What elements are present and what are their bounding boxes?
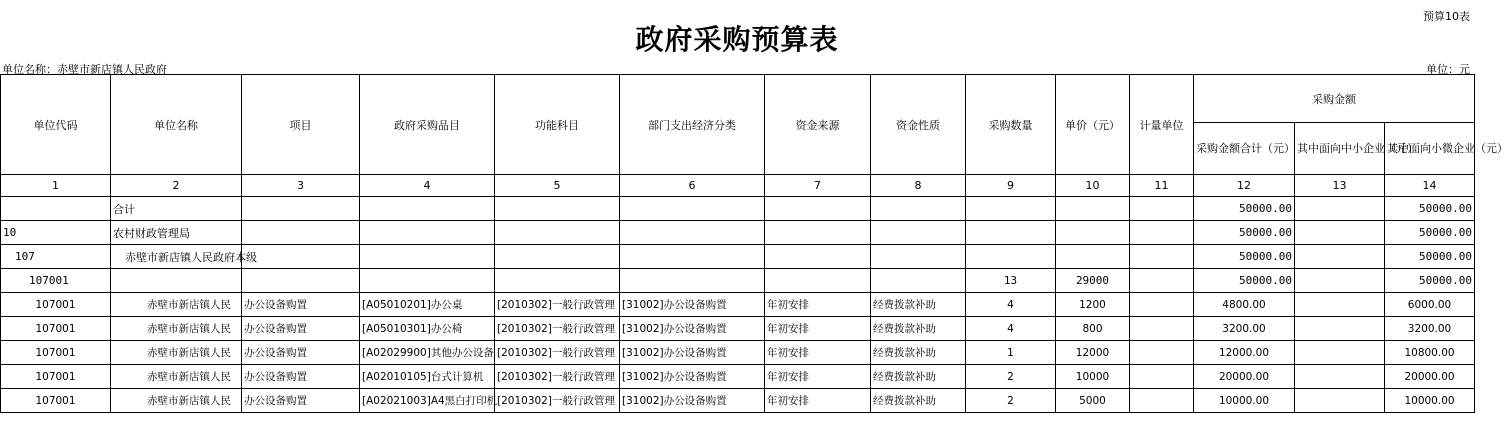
- header-unit-name: 单位名称: [111, 75, 242, 175]
- row-econ-class: [31002]办公设备购置: [620, 293, 765, 317]
- col-number: 7: [765, 175, 871, 197]
- row-amount-micro: 10000.00: [1385, 389, 1475, 413]
- row-project: 办公设备购置: [242, 365, 360, 389]
- row-procurement-item: [A02010105]台式计算机: [360, 365, 495, 389]
- col-number: 12: [1194, 175, 1295, 197]
- department-row: [1, 221, 1475, 245]
- procurement-budget-table: [0, 74, 1508, 413]
- row-procurement-item: [A05010201]办公桌: [360, 293, 495, 317]
- row-amount-sme: [1295, 389, 1385, 413]
- table-row: [1, 317, 1475, 341]
- col-number: 2: [111, 175, 242, 197]
- row-measure-unit: [1130, 317, 1194, 341]
- row-measure-unit: [1130, 293, 1194, 317]
- row-amount-micro: 50000.00: [1385, 221, 1475, 245]
- row-fund-nature: 经费拨款补助: [871, 389, 966, 413]
- row-name: 赤壁市新店镇人民: [111, 317, 242, 341]
- row-code: 107001: [1, 293, 111, 317]
- header-fund-nature: 资金性质: [871, 75, 966, 175]
- row-amount-micro: 3200.00: [1385, 317, 1475, 341]
- row-fund-nature: 经费拨款补助: [871, 293, 966, 317]
- row-unit-price: 800: [1056, 317, 1130, 341]
- header-amount-total: 采购金额合计（元）: [1194, 123, 1295, 175]
- row-fund-source: 年初安排: [765, 365, 871, 389]
- col-number: 11: [1130, 175, 1194, 197]
- row-project: 办公设备购置: [242, 317, 360, 341]
- row-quantity: [966, 245, 1056, 269]
- header-econ-class: 部门支出经济分类: [620, 75, 765, 175]
- header-fund-source: 资金来源: [765, 75, 871, 175]
- col-number: 8: [871, 175, 966, 197]
- row-fund-nature: 经费拨款补助: [871, 365, 966, 389]
- row-amount-sme: [1295, 197, 1385, 221]
- row-amount-micro: 50000.00: [1385, 269, 1475, 293]
- row-name: 赤壁市新店镇人民: [111, 389, 242, 413]
- row-procurement-item: [A05010301]办公椅: [360, 317, 495, 341]
- row-name: 赤壁市新店镇人民政府本级: [111, 245, 242, 269]
- row-amount-total: 50000.00: [1194, 221, 1295, 245]
- row-project: 办公设备购置: [242, 341, 360, 365]
- row-quantity: 4: [966, 293, 1056, 317]
- row-unit-price: 1200: [1056, 293, 1130, 317]
- row-project: 办公设备购置: [242, 389, 360, 413]
- row-name: 赤壁市新店镇人民: [111, 293, 242, 317]
- table-row: [1, 365, 1475, 389]
- row-unit-price: 12000: [1056, 341, 1130, 365]
- row-amount-total: 50000.00: [1194, 197, 1295, 221]
- row-amount-sme: [1295, 221, 1385, 245]
- row-amount-sme: [1295, 365, 1385, 389]
- row-amount-micro: 50000.00: [1385, 197, 1475, 221]
- row-quantity: [966, 197, 1056, 221]
- table-row: [1, 389, 1475, 413]
- row-code: 107001: [1, 365, 111, 389]
- row-amount-sme: [1295, 293, 1385, 317]
- row-fund-source: 年初安排: [765, 341, 871, 365]
- row-code: 107001: [1, 269, 111, 293]
- row-amount-total: 50000.00: [1194, 269, 1295, 293]
- header-function-subject: 功能科目: [495, 75, 620, 175]
- col-number: 4: [360, 175, 495, 197]
- row-amount-total: 4800.00: [1194, 293, 1295, 317]
- row-procurement-item: [A02021003]A4黑白打印机: [360, 389, 495, 413]
- row-unit-price: [1056, 197, 1130, 221]
- row-fund-source: 年初安排: [765, 293, 871, 317]
- col-number: 10: [1056, 175, 1130, 197]
- row-name: 赤壁市新店镇人民: [111, 341, 242, 365]
- row-code: [1, 197, 111, 221]
- row-econ-class: [31002]办公设备购置: [620, 341, 765, 365]
- page-title: 政府采购预算表: [635, 23, 839, 56]
- row-name: 赤壁市新店镇人民: [111, 365, 242, 389]
- row-code: 10: [1, 221, 111, 245]
- col-number: 6: [620, 175, 765, 197]
- row-function-subject: [2010302]一般行政管理: [495, 293, 620, 317]
- col-number: 1: [1, 175, 111, 197]
- row-amount-micro: 6000.00: [1385, 293, 1475, 317]
- row-unit-price: 5000: [1056, 389, 1130, 413]
- row-code: 107: [1, 245, 111, 269]
- col-number: 9: [966, 175, 1056, 197]
- row-measure-unit: [1130, 389, 1194, 413]
- header-quantity: 采购数量: [966, 75, 1056, 175]
- row-econ-class: [31002]办公设备购置: [620, 317, 765, 341]
- row-quantity: 2: [966, 365, 1056, 389]
- row-code: 107001: [1, 389, 111, 413]
- row-amount-sme: [1295, 269, 1385, 293]
- total-row: [1, 197, 1475, 221]
- row-amount-micro: 50000.00: [1385, 245, 1475, 269]
- header-amount-sme: 其中面向中小企业（元）: [1295, 123, 1385, 175]
- row-quantity: 2: [966, 389, 1056, 413]
- row-fund-nature: 经费拨款补助: [871, 317, 966, 341]
- row-unit-price: [1056, 245, 1130, 269]
- row-fund-nature: 经费拨款补助: [871, 341, 966, 365]
- header-procurement-item: 政府采购品目: [360, 75, 495, 175]
- row-measure-unit: [1130, 341, 1194, 365]
- row-amount-micro: 20000.00: [1385, 365, 1475, 389]
- unit-name-label: 单位名称：赤壁市新店镇人民政府: [2, 63, 167, 76]
- row-econ-class: [31002]办公设备购置: [620, 389, 765, 413]
- header-amount-group: 采购金额: [1194, 75, 1475, 123]
- col-number: 3: [242, 175, 360, 197]
- row-amount-total: 10000.00: [1194, 389, 1295, 413]
- row-amount-total: 50000.00: [1194, 245, 1295, 269]
- row-function-subject: [2010302]一般行政管理: [495, 341, 620, 365]
- column-number-row: [1, 175, 1475, 197]
- table-row: [1, 341, 1475, 365]
- row-unit-price: 29000: [1056, 269, 1130, 293]
- header-unit-price: 单价（元）: [1056, 75, 1130, 175]
- row-name: [111, 269, 242, 293]
- row-name: 农村财政管理局: [111, 221, 242, 245]
- row-amount-total: 12000.00: [1194, 341, 1295, 365]
- row-quantity: 13: [966, 269, 1056, 293]
- col-number: 5: [495, 175, 620, 197]
- row-project: 办公设备购置: [242, 293, 360, 317]
- table-number-label: 预算10表: [1423, 10, 1470, 23]
- unit-level-row: [1, 245, 1475, 269]
- row-amount-sme: [1295, 245, 1385, 269]
- row-amount-sme: [1295, 341, 1385, 365]
- row-econ-class: [31002]办公设备购置: [620, 365, 765, 389]
- row-fund-source: 年初安排: [765, 317, 871, 341]
- row-function-subject: [2010302]一般行政管理: [495, 365, 620, 389]
- row-quantity: 1: [966, 341, 1056, 365]
- row-procurement-item: [A02029900]其他办公设备: [360, 341, 495, 365]
- row-amount-total: 3200.00: [1194, 317, 1295, 341]
- row-unit-price: [1056, 221, 1130, 245]
- header-project: 项目: [242, 75, 360, 175]
- col-number: 13: [1295, 175, 1385, 197]
- row-fund-source: 年初安排: [765, 389, 871, 413]
- row-unit-price: 10000: [1056, 365, 1130, 389]
- row-quantity: [966, 221, 1056, 245]
- row-quantity: 4: [966, 317, 1056, 341]
- col-number: 14: [1385, 175, 1475, 197]
- row-amount-micro: 10800.00: [1385, 341, 1475, 365]
- row-name: 合计: [111, 197, 242, 221]
- row-amount-total: 20000.00: [1194, 365, 1295, 389]
- header-amount-micro: 其中面向小微企业（元）: [1385, 123, 1475, 175]
- row-function-subject: [2010302]一般行政管理: [495, 389, 620, 413]
- row-measure-unit: [1130, 365, 1194, 389]
- table-row: [1, 293, 1475, 317]
- row-function-subject: [2010302]一般行政管理: [495, 317, 620, 341]
- row-code: 107001: [1, 317, 111, 341]
- currency-unit-label: 单位：元: [1426, 63, 1470, 76]
- row-amount-sme: [1295, 317, 1385, 341]
- header-measure-unit: 计量单位: [1130, 75, 1194, 175]
- header-unit-code: 单位代码: [1, 75, 111, 175]
- sub-unit-row: [1, 269, 1475, 293]
- row-code: 107001: [1, 341, 111, 365]
